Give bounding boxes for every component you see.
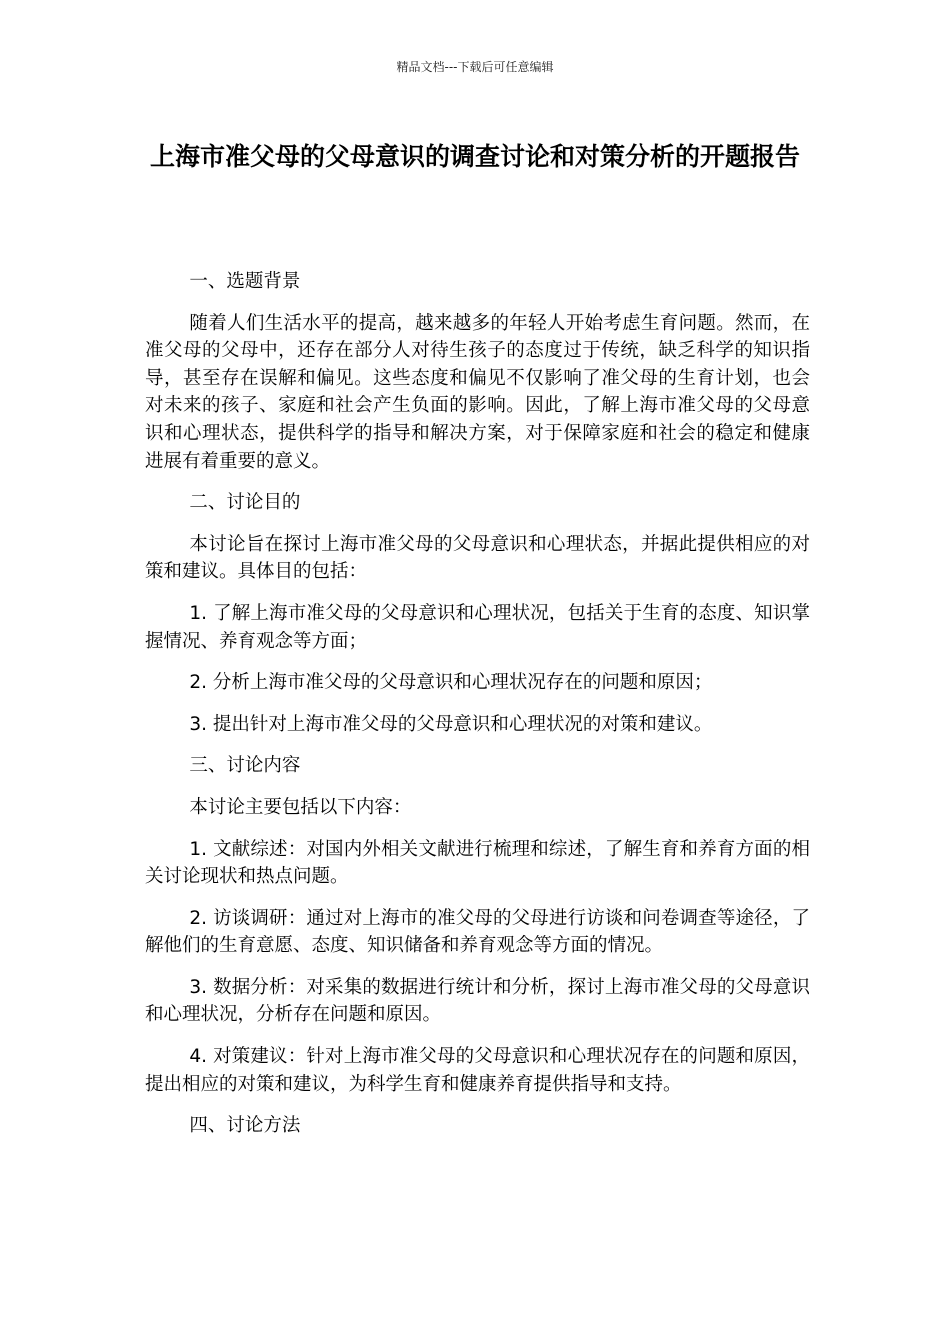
document-title: 上海市准父母的父母意识的调查讨论和对策分析的开题报告 [149,142,800,171]
section-heading: 三、讨论内容 [189,755,301,777]
list-item: 2. 访谈调研：通过对上海市的准父母的父母进行访谈和问卷调查等途径，了解他们的生育意愿、态度、知识储备和养育观念等方面的情况。 [145,907,810,957]
list-item: 3. 提出针对上海市准父母的父母意识和心理状况的对策和建议。 [189,713,713,735]
header-note: 精品文档---下载后可任意编辑 [396,60,554,74]
list-item: 3. 数据分析：对采集的数据进行统计和分析，探讨上海市准父母的父母意识和心理状况，分析存在问题和原因。 [145,976,810,1026]
document-body [145,268,810,1154]
paragraph: 本讨论旨在探讨上海市准父母的父母意识和心理状态，并据此提供相应的对策和建议。具体目的包括： [145,533,810,583]
section-heading: 一、选题背景 [189,271,301,292]
paragraph: 随着人们生活水平的提高，越来越多的年轻人开始考虑生育问题。然而，在准父母的父母中，还存在部分人对待生孩子的态度过于传统，缺乏科学的知识指导，甚至存在误解和偏见。这些态度和偏见不仅影响了准父母的生育计划，也会对未来的孩子、家庭和社会产生负面的影响。因此，了解上海市准父母的父母意识和心理状态，提供科学的指导和解决方案，对于保障家庭和社会的稳定和健康进展有着重要的意义。 [145,312,810,472]
list-item: 1. 文献综述：对国内外相关文献进行梳理和综述，了解生育和养育方面的相关讨论现状和热点问题。 [145,838,810,888]
list-item: 2. 分析上海市准父母的父母意识和心理状况存在的问题和原因； [189,672,713,694]
list-item: 1. 了解上海市准父母的父母意识和心理状况，包括关于生育的态度、知识掌握情况、养育观念等方面； [145,602,810,652]
section-heading: 四、讨论方法 [189,1115,301,1137]
list-item: 4. 对策建议：针对上海市准父母的父母意识和心理状况存在的问题和原因，提出相应的对策和建议，为科学生育和健康养育提供指导和支持。 [145,1046,810,1095]
section-heading: 二、讨论目的 [189,492,301,514]
paragraph: 本讨论主要包括以下内容： [189,796,412,818]
